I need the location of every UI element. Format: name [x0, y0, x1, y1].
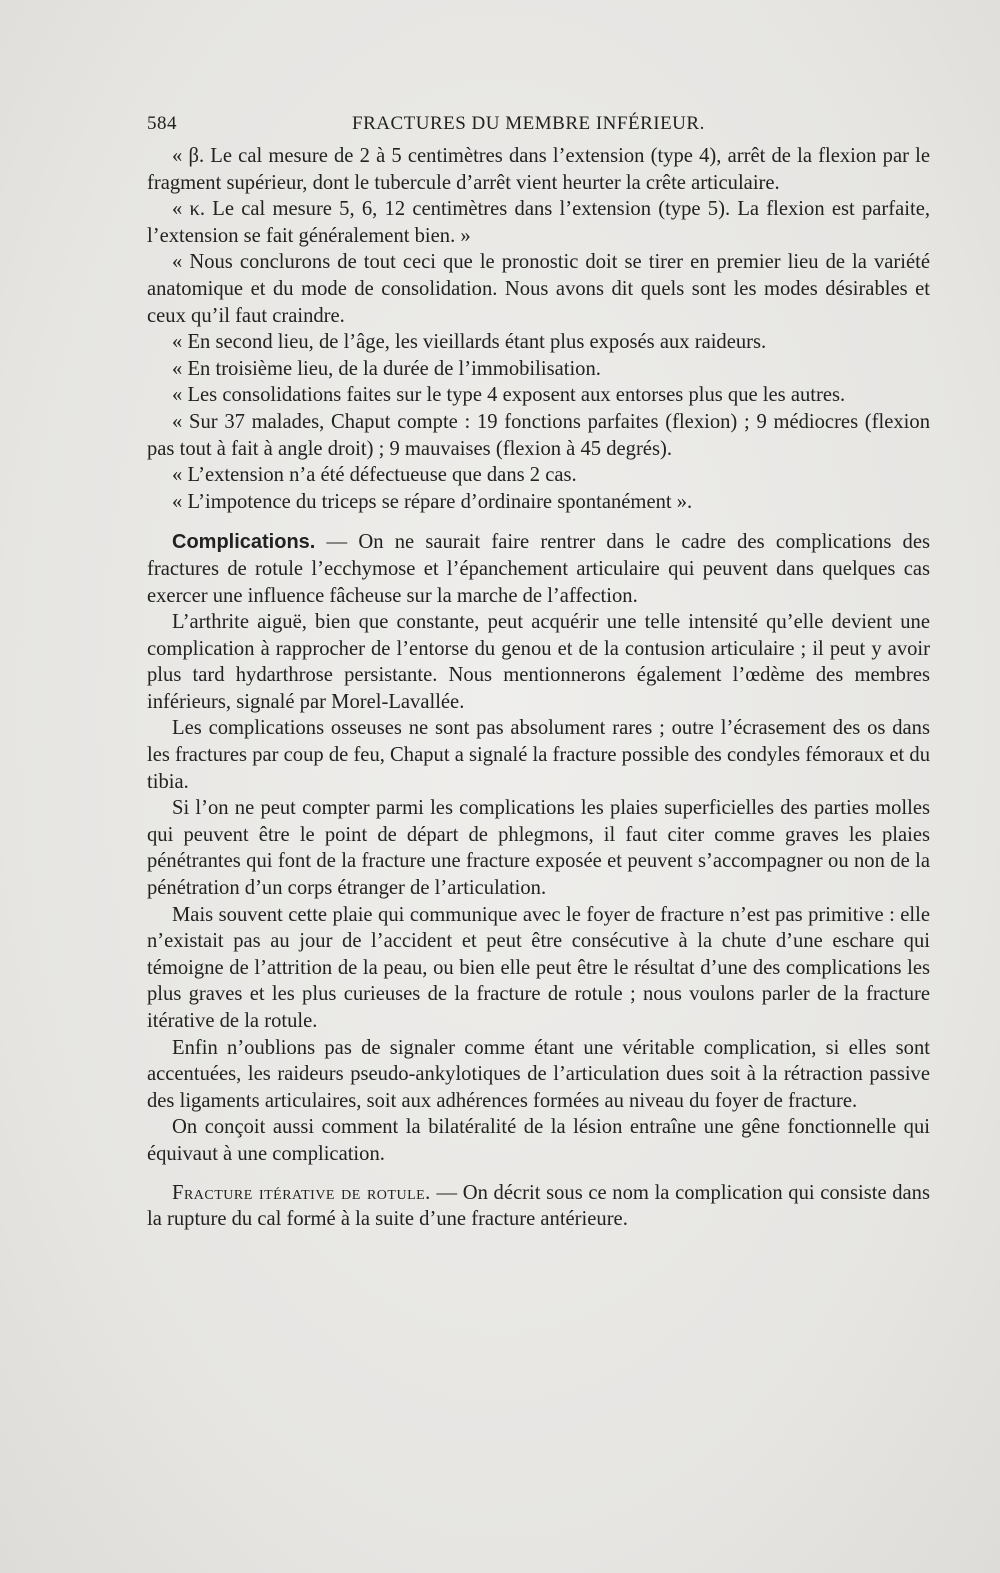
- section-heading: Complications.: [172, 531, 316, 554]
- complications-section: [147, 529, 930, 609]
- quote-paragraph: « β. Le cal mesure de 2 à 5 centimètres dans l’extension (type 4), arrêt de la flexion par le fragment supérieur, dont le tubercule d’arrêt vient heurter la crête articulaire.: [147, 145, 930, 194]
- page-body: [147, 143, 930, 1233]
- quote-paragraph: « Sur 37 malades, Chaput compte : 19 fonctions parfaites (flexion) ; 9 médiocres (flexion pas tout à fait à angle droit) ; 9 mauvaises (flexion à 45 degrés).: [147, 410, 930, 460]
- body-paragraph: L’arthrite aiguë, bien que constante, peut acquérir une telle intensité qu’elle devient une complication à rapprocher de l’entorse du genou et de la contusion articulaire ; il peut y avoir plus tard hydarthrose persistante. Nous mentionnerons également l’œdème des membres inférieurs, signalé par Morel-Lavallée.: [147, 611, 930, 713]
- page-header: [147, 113, 927, 143]
- quote-paragraph: « L’extension n’a été défectueuse que dans 2 cas.: [172, 464, 577, 487]
- subsection-text: — On décrit sous ce nom la complication qui consiste dans la rupture du cal formé à la suite d’une fracture antérieure.: [147, 1181, 930, 1231]
- page-number: 584: [147, 113, 177, 134]
- quote-paragraph: « L’impotence du triceps se répare d’ordinaire spontanément ».: [172, 490, 693, 513]
- quote-paragraph: « Les consolidations faites sur le type 4 exposent aux entorses plus que les autres.: [172, 384, 846, 407]
- quote-paragraph: « En second lieu, de l’âge, les vieillards étant plus exposés aux raideurs.: [172, 331, 767, 354]
- fracture-iterative-section: [147, 1180, 930, 1233]
- quote-paragraph: « Nous conclurons de tout ceci que le pronostic doit se tirer en premier lieu de la variété anatomique et du mode de consolidation. Nous avons dit quels sont les modes désirables et ceux qu’il faut craindre.: [147, 251, 930, 327]
- body-paragraph: Mais souvent cette plaie qui communique avec le foyer de fracture n’est pas primitive : elle n’existait pas au jour de l’accident et peut être consécutive à la chute d’une eschare qui témoigne de l’attrition de la peau, ou bien elle peut être le résultat d’une des complications les plus graves et les plus curieuses de la fracture de rotule ; nous voulons parler de la fracture itérative de la rotule.: [147, 903, 930, 1032]
- body-paragraph: Si l’on ne peut compter parmi les complications les plaies superficielles des parties molles qui peuvent être le point de départ de phlegmons, il faut citer comme graves les plaies pénétrantes qui font de la fracture une fracture exposée et peuvent s’accompagner ou non de la pénétration d’un corps étranger de l’articulation.: [147, 797, 930, 900]
- running-title: FRACTURES DU MEMBRE INFÉRIEUR.: [352, 113, 705, 134]
- body-paragraph: On conçoit aussi comment la bilatéralité de la lésion entraîne une gêne fonctionnelle qui équivaut à une complication.: [147, 1116, 930, 1165]
- body-paragraph: Enfin n’oublions pas de signaler comme étant une véritable complication, si elles sont accentuées, les raideurs pseudo-ankylotiques de l’articulation dues soit à la rétraction passive des ligaments articulaires, soit aux adhérences formées au niveau du foyer de fracture.: [147, 1036, 930, 1112]
- body-paragraph: Les complications osseuses ne sont pas absolument rares ; outre l’écrasement des os dans les fractures par coup de feu, Chaput a signalé la fracture possible des condyles fémoraux et du tibia.: [147, 717, 930, 793]
- subsection-heading: Fracture itérative de rotule.: [172, 1181, 431, 1204]
- quote-paragraph: « κ. Le cal mesure 5, 6, 12 centimètres dans l’extension (type 5). La flexion est parfaite, l’extension se fait généralement bien. »: [147, 198, 930, 247]
- quote-paragraph: « En troisième lieu, de la durée de l’immobilisation.: [172, 357, 601, 380]
- section-intro: — On ne saurait faire rentrer dans le cadre des complications des fractures de rotule l’ecchymose et l’épanchement articulaire qui peuvent dans quelques cas exercer une influence fâcheuse sur la marche de l’affection.: [147, 531, 930, 607]
